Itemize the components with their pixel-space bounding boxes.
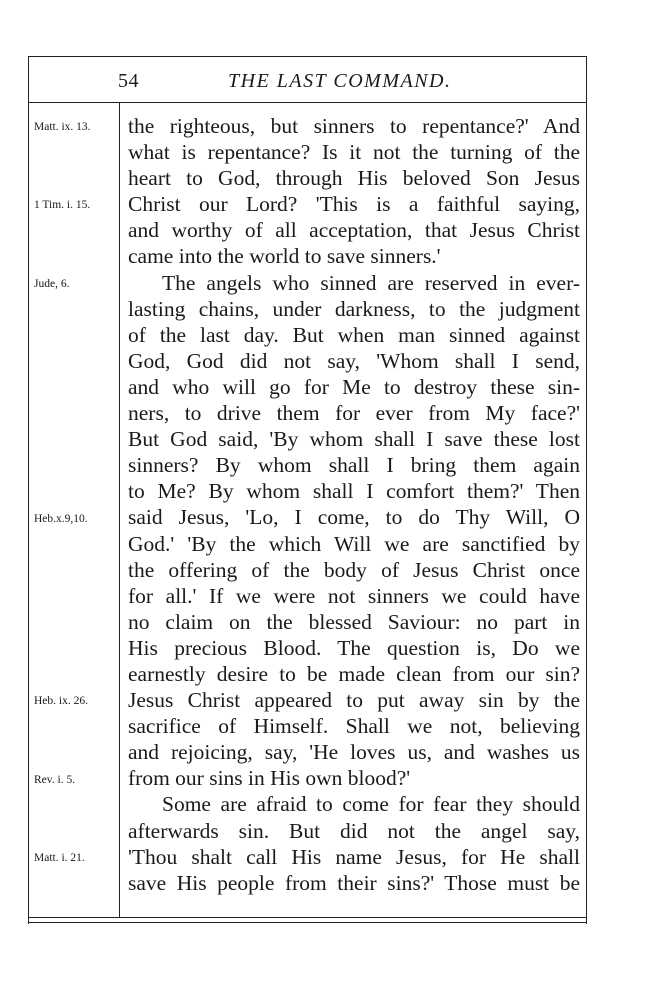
text-line: the righteous, but sinners to repentance?' And xyxy=(128,114,580,138)
header-rule xyxy=(28,102,587,103)
text-line: Jesus Christ appeared to put away sin by the xyxy=(128,688,580,713)
text-line: His precious Blood. The question is, Do we xyxy=(128,635,580,660)
top-rule xyxy=(28,56,587,57)
body-text xyxy=(128,113,580,896)
text-line: save His people from their sins?' Those must be xyxy=(128,870,580,895)
text-line: lasting chains, under darkness, to the judgment xyxy=(128,296,580,321)
margin-reference: 1 Tim. i. 15. xyxy=(34,199,91,212)
text-line: sinners? By whom shall I bring them again xyxy=(128,453,580,478)
text-line: no claim on the blessed Saviour: no part in xyxy=(128,609,580,634)
text-line: God, God did not say, 'Whom shall I send, xyxy=(128,348,580,373)
page-number: 54 xyxy=(118,70,139,92)
text-line: came into the world to save sinners.' xyxy=(128,244,441,269)
text-line: earnestly desire to be made clean from our sin? xyxy=(128,661,580,686)
margin-divider-rule xyxy=(119,102,120,917)
left-rule xyxy=(28,56,29,924)
margin-reference: Matt. i. 21. xyxy=(34,851,85,864)
margin-reference: Matt. ix. 13. xyxy=(34,121,91,133)
text-line: for all.' If we were not sinners we could have xyxy=(128,583,580,608)
text-line: what is repentance? Is it not the turning of the xyxy=(128,140,580,165)
text-line: said Jesus, 'Lo, I come, to do Thy Will, O xyxy=(128,505,580,530)
text-line: 'Thou shalt call His name Jesus, for He shall xyxy=(128,844,580,869)
margin-reference: Heb. ix. 26. xyxy=(34,695,88,708)
bottom-rule-outer xyxy=(28,922,587,923)
text-line: sacrifice of Himself. Shall we not, believing xyxy=(128,714,580,739)
text-line: But God said, 'By whom shall I save these lost xyxy=(128,427,580,452)
text-line: Christ our Lord? 'This is a faithful saying, xyxy=(128,192,580,217)
margin-reference: Heb.x.9,10. xyxy=(34,512,88,525)
text-line: The angels who sinned are reserved in ever- xyxy=(162,270,580,295)
text-line: God.' 'By the which Will we are sanctified by xyxy=(128,531,580,556)
text-line: the offering of the body of Jesus Christ once xyxy=(128,557,580,582)
text-line: to Me? By whom shall I comfort them?' Then xyxy=(128,479,580,504)
text-line: and rejoicing, say, 'He loves us, and washes us xyxy=(128,740,580,765)
margin-reference: Rev. i. 5. xyxy=(34,773,76,786)
text-line: from our sins in His own blood?' xyxy=(128,766,411,791)
page-frame xyxy=(28,56,587,924)
text-line: Some are afraid to come for fear they should xyxy=(162,792,580,817)
text-line: ners, to drive them for ever from My face?' xyxy=(128,401,580,426)
margin-reference: Jude, 6. xyxy=(34,277,70,290)
right-rule xyxy=(586,56,587,924)
running-head: THE LAST COMMAND. xyxy=(228,70,452,92)
text-line: afterwards sin. But did not the angel say, xyxy=(128,818,580,843)
bottom-rule-inner xyxy=(28,917,587,918)
text-line: of the last day. But when man sinned against xyxy=(128,322,580,347)
text-line: and worthy of all acceptation, that Jesus Christ xyxy=(128,218,580,243)
text-line: and who will go for Me to destroy these sin- xyxy=(128,374,580,399)
text-line: heart to God, through His beloved Son Jesus xyxy=(128,166,580,191)
